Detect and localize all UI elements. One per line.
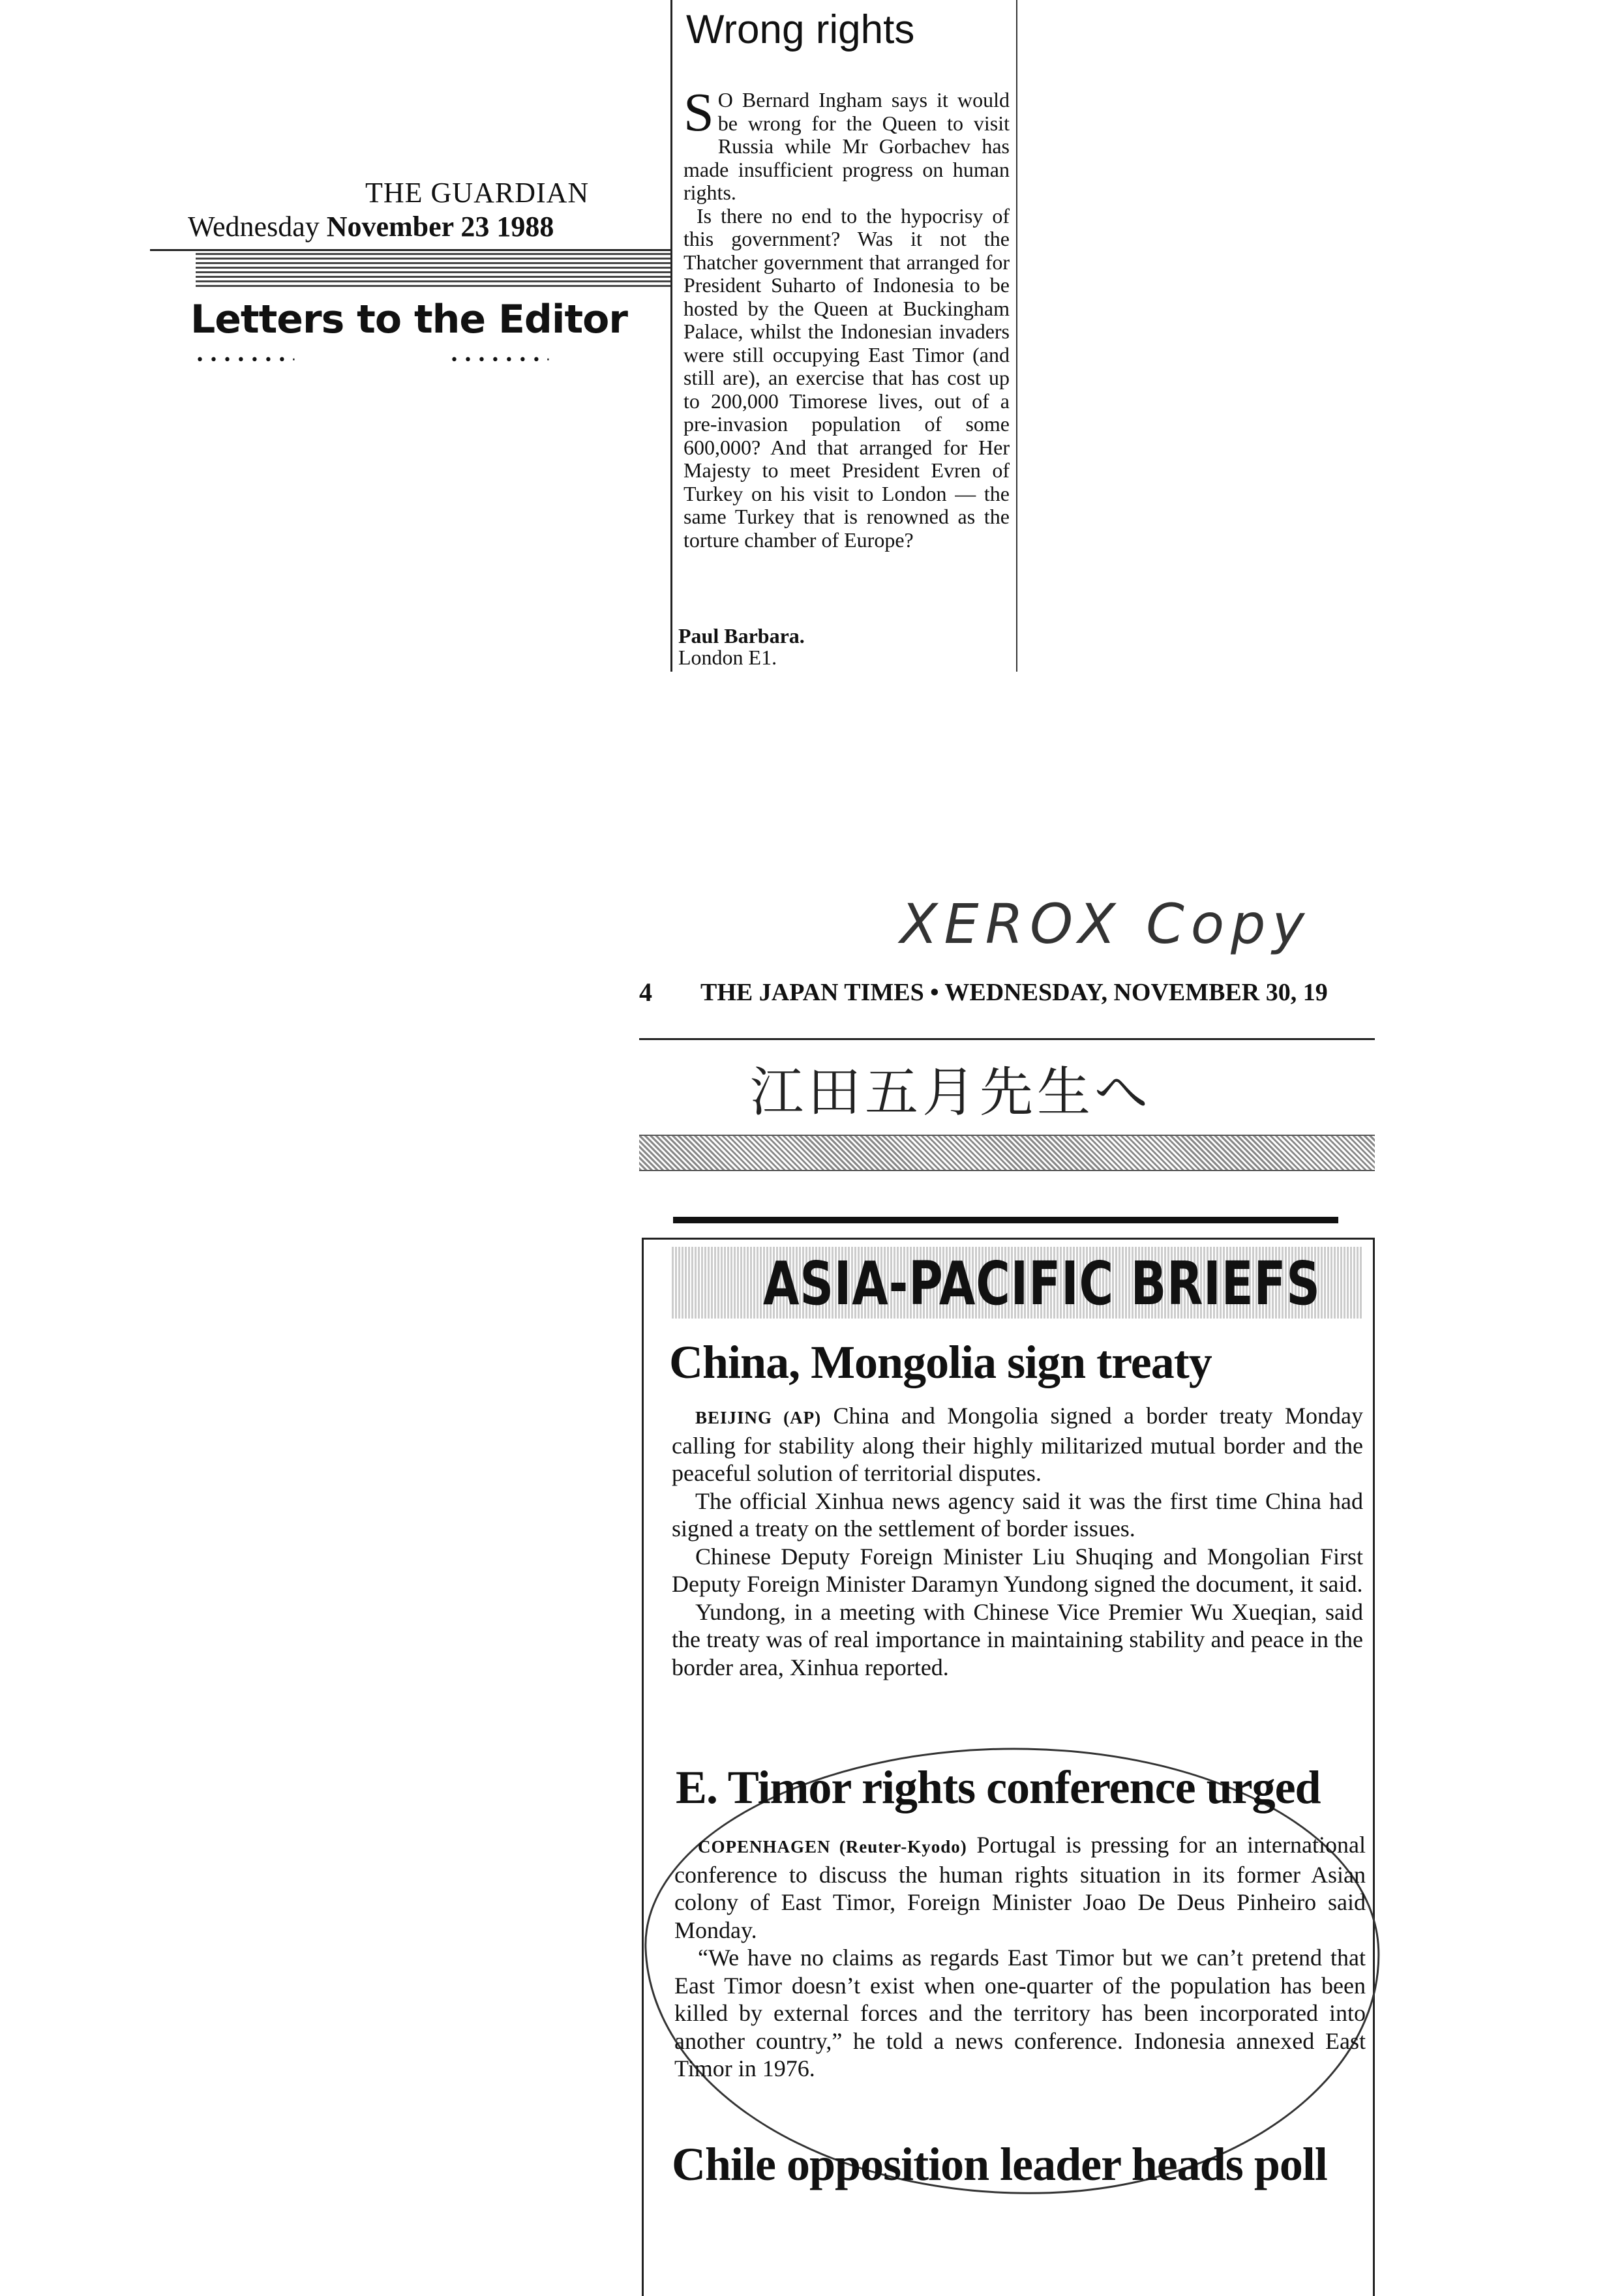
article-paragraph: The official Xinhua news agency said it was the first time China had signed a treaty on the settlement of border issues. [672,1487,1363,1542]
headline-east-timor: E. Timor rights conference urged [676,1761,1321,1813]
letter-text: O Bernard Ingham says it would be wrong for the Queen to visit Russia while Mr Gorbachev has made insufficient progress on human rights. [683,88,1010,204]
heavy-rule [673,1217,1338,1223]
guardian-masthead: THE GUARDIAN [365,177,590,209]
column-rule-right [1016,0,1017,672]
article-text: Portugal is pressing for an international conference to discuss the human rights situation in its former Asian colony of East Timor, Foreign Minister Joao De Deus Pinheiro said Monday. [674,1832,1366,1943]
article-china-mongolia [672,1402,1363,1681]
dateline: BEIJING (AP) [695,1408,822,1427]
masthead-rule [150,249,672,251]
article-text: China and Mongolia signed a border treaty Monday calling for stability along their highly militarized mutual border and the peaceful solution of territorial disputes. [672,1403,1364,1486]
article-paragraph: Yundong, in a meeting with Chinese Vice Premier Wu Xueqian, said the treaty was of real importance in maintaining stability and peace in the border area, Xinhua reported. [672,1598,1363,1680]
dotted-rule-left: •••••••· [196,352,301,368]
article-paragraph: Chinese Deputy Foreign Minister Liu Shuqing and Mongolian First Deputy Foreign Minister Daramyn Yundong signed the document, it said. [672,1543,1363,1597]
page-number: 4 [639,977,652,1007]
letter-body [683,82,1010,552]
article-paragraph: “We have no claims as regards East Timor but we can’t pretend that East Timor doesn’t exist when one-quarter of the population has been killed by external forces and the territory has been incorporated into another country,” he told a news conference. Indonesia annexed East Timor in 1976. [674,1945,1366,2081]
article-paragraph [672,1402,1363,1487]
letter-paragraph [683,82,1010,205]
japan-times-header: THE JAPAN TIMES • WEDNESDAY, NOVEMBER 30, 19 [700,979,1328,1006]
headline-chile: Chile opposition leader heads poll [672,2138,1327,2190]
guardian-day: Wednesday [188,211,320,243]
article-east-timor [674,1831,1366,2083]
letter-signature: Paul Barbara. [678,624,805,648]
guardian-dateline [188,210,554,243]
article-paragraph [674,1831,1366,1944]
dateline: COPENHAGEN (Reuter-Kyodo) [698,1837,967,1856]
section-title: Letters to the Editor [190,297,627,342]
dotted-rule-right: •••••••· [450,352,556,368]
headline-china-mongolia: China, Mongolia sign treaty [669,1336,1212,1388]
column-rule-left [670,0,672,672]
handwritten-addressee: 江田五月先生へ [750,1062,1152,1124]
letter-paragraph: Is there no end to the hypocrisy of this government? Was it not the Thatcher government that arranged for President Suharto of Indonesia to be hosted by the Queen at Buckingham Palace, whilst the Indonesian invaders were still occupying East Timor (and still are), an exercise that has cost up to 200,000 Timorese lives, out of a pre-invasion population of some 600,000? And that arranged for Her Majesty to meet President Evren of Turkey on his visit to London — the same Turkey that is renowned as the torture chamber of Europe? [683,203,1010,552]
briefs-title: ASIA-PACIFIC BRIEFS [763,1249,1321,1319]
handwritten-note: XEROX Copy [900,892,1312,956]
drop-cap: S [683,82,714,143]
letter-location: London E1. [678,646,777,669]
section-band [196,253,672,288]
header-rule [639,1038,1375,1040]
letter-title: Wrong rights [686,7,915,52]
halftone-band [639,1135,1375,1171]
guardian-date: November 23 1988 [326,211,554,243]
